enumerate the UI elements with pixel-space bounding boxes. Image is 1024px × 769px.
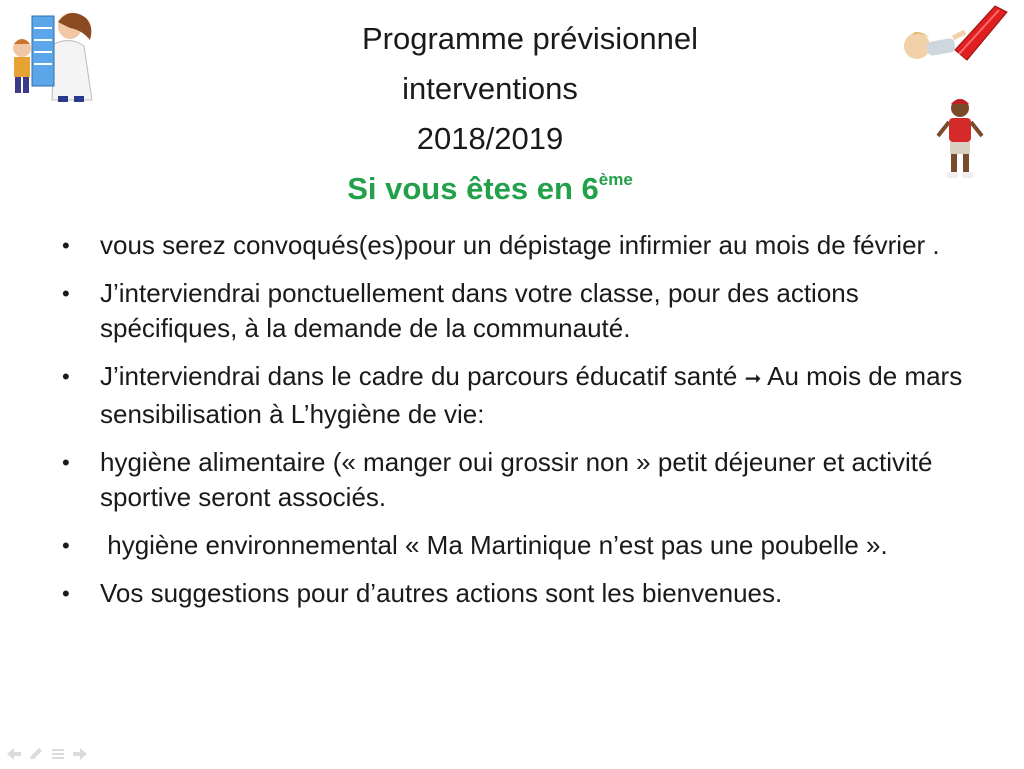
subtitle — [240, 164, 740, 214]
list-item — [60, 276, 970, 346]
subtitle-superscript: ème — [598, 170, 633, 189]
title-line-3: 2018/2019 — [416, 121, 564, 156]
bullet-text-after-arrow: Au mois de mars sensibilisation à L’hygiène de vie: — [100, 361, 963, 429]
title-line-2: interventions — [402, 71, 578, 106]
child-in-red-shirt-clipart — [932, 96, 988, 182]
slide-title — [240, 14, 800, 214]
subtitle-main: Si vous êtes en 6 — [347, 171, 599, 206]
list-item — [60, 445, 970, 515]
list-item — [60, 359, 970, 432]
bullet-dot: • — [62, 581, 70, 606]
bullet-dot: • — [62, 533, 70, 558]
child-on-slide-clipart — [895, 2, 1010, 72]
bullet-text: vous serez convoqués(es)pour un dépistage infirmier au mois de février . — [100, 230, 940, 260]
nurse-with-child-clipart — [8, 4, 108, 104]
bullet-dot: • — [62, 233, 70, 258]
menu-icon[interactable] — [50, 747, 66, 761]
back-arrow-icon[interactable] — [6, 747, 22, 761]
list-item — [60, 576, 970, 611]
bullet-text: J’interviendrai ponctuellement dans votre classe, pour des actions spécifiques, à la demande de la communauté. — [100, 278, 859, 343]
list-item — [60, 228, 970, 263]
pen-icon[interactable] — [28, 747, 44, 761]
forward-arrow-icon[interactable] — [72, 747, 88, 761]
slideshow-nav — [6, 747, 88, 761]
list-item — [60, 528, 970, 563]
bullet-text: hygiène alimentaire (« manger oui grossir non » petit déjeuner et activité sportive seront associés. — [100, 447, 933, 512]
title-line-1: Programme prévisionnel — [362, 21, 698, 56]
bullet-text: hygiène environnemental « Ma Martinique n’est pas une poubelle ». — [100, 530, 888, 560]
right-arrow-icon: ➞ — [744, 368, 762, 390]
bullet-text-before-arrow: J’interviendrai dans le cadre du parcours éducatif santé — [100, 361, 745, 391]
bullet-text: Vos suggestions pour d’autres actions sont les bienvenues. — [100, 578, 783, 608]
bullet-list — [60, 228, 970, 624]
bullet-dot: • — [62, 450, 70, 475]
bullet-dot: • — [62, 281, 70, 306]
bullet-dot: • — [62, 364, 70, 389]
